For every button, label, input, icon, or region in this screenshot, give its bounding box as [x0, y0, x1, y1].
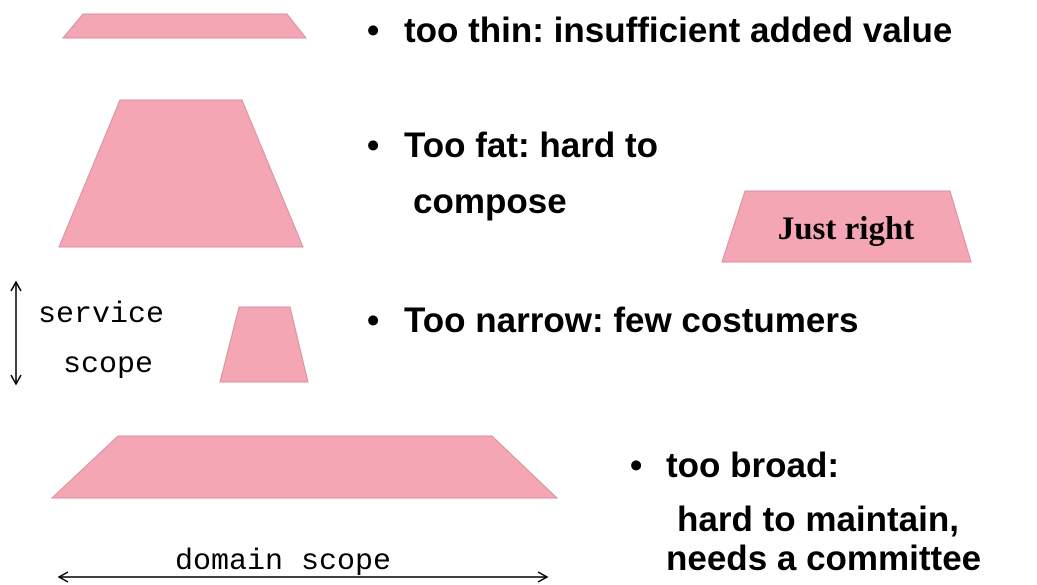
- domain-scope-label: domain scope: [175, 545, 392, 579]
- broad-bullet: •: [630, 446, 643, 485]
- narrow-bullet: •: [367, 301, 380, 340]
- fat-service-trapezoid: [59, 100, 303, 247]
- fat-bullet: •: [367, 126, 380, 165]
- service-scope-label-line1: service: [38, 298, 165, 332]
- narrow-description: Too narrow: few costumers: [404, 301, 859, 340]
- narrow-service-trapezoid: [220, 307, 308, 382]
- broad-service-trapezoid: [52, 436, 557, 498]
- fat-description-line2: compose: [413, 182, 567, 221]
- service-scope-label-line2: scope: [63, 348, 154, 382]
- thin-service-trapezoid: [63, 14, 306, 38]
- thin-bullet: •: [367, 11, 380, 50]
- just-right-label: Just right: [777, 211, 915, 247]
- broad-description-line3: needs a committee: [666, 539, 982, 578]
- fat-description-line1: Too fat: hard to: [404, 126, 659, 165]
- broad-description-line1: too broad:: [666, 446, 840, 485]
- thin-description: too thin: insufficient added value: [404, 11, 953, 50]
- broad-description-line2: hard to maintain,: [677, 500, 959, 539]
- service-scope-arrow: [11, 282, 21, 384]
